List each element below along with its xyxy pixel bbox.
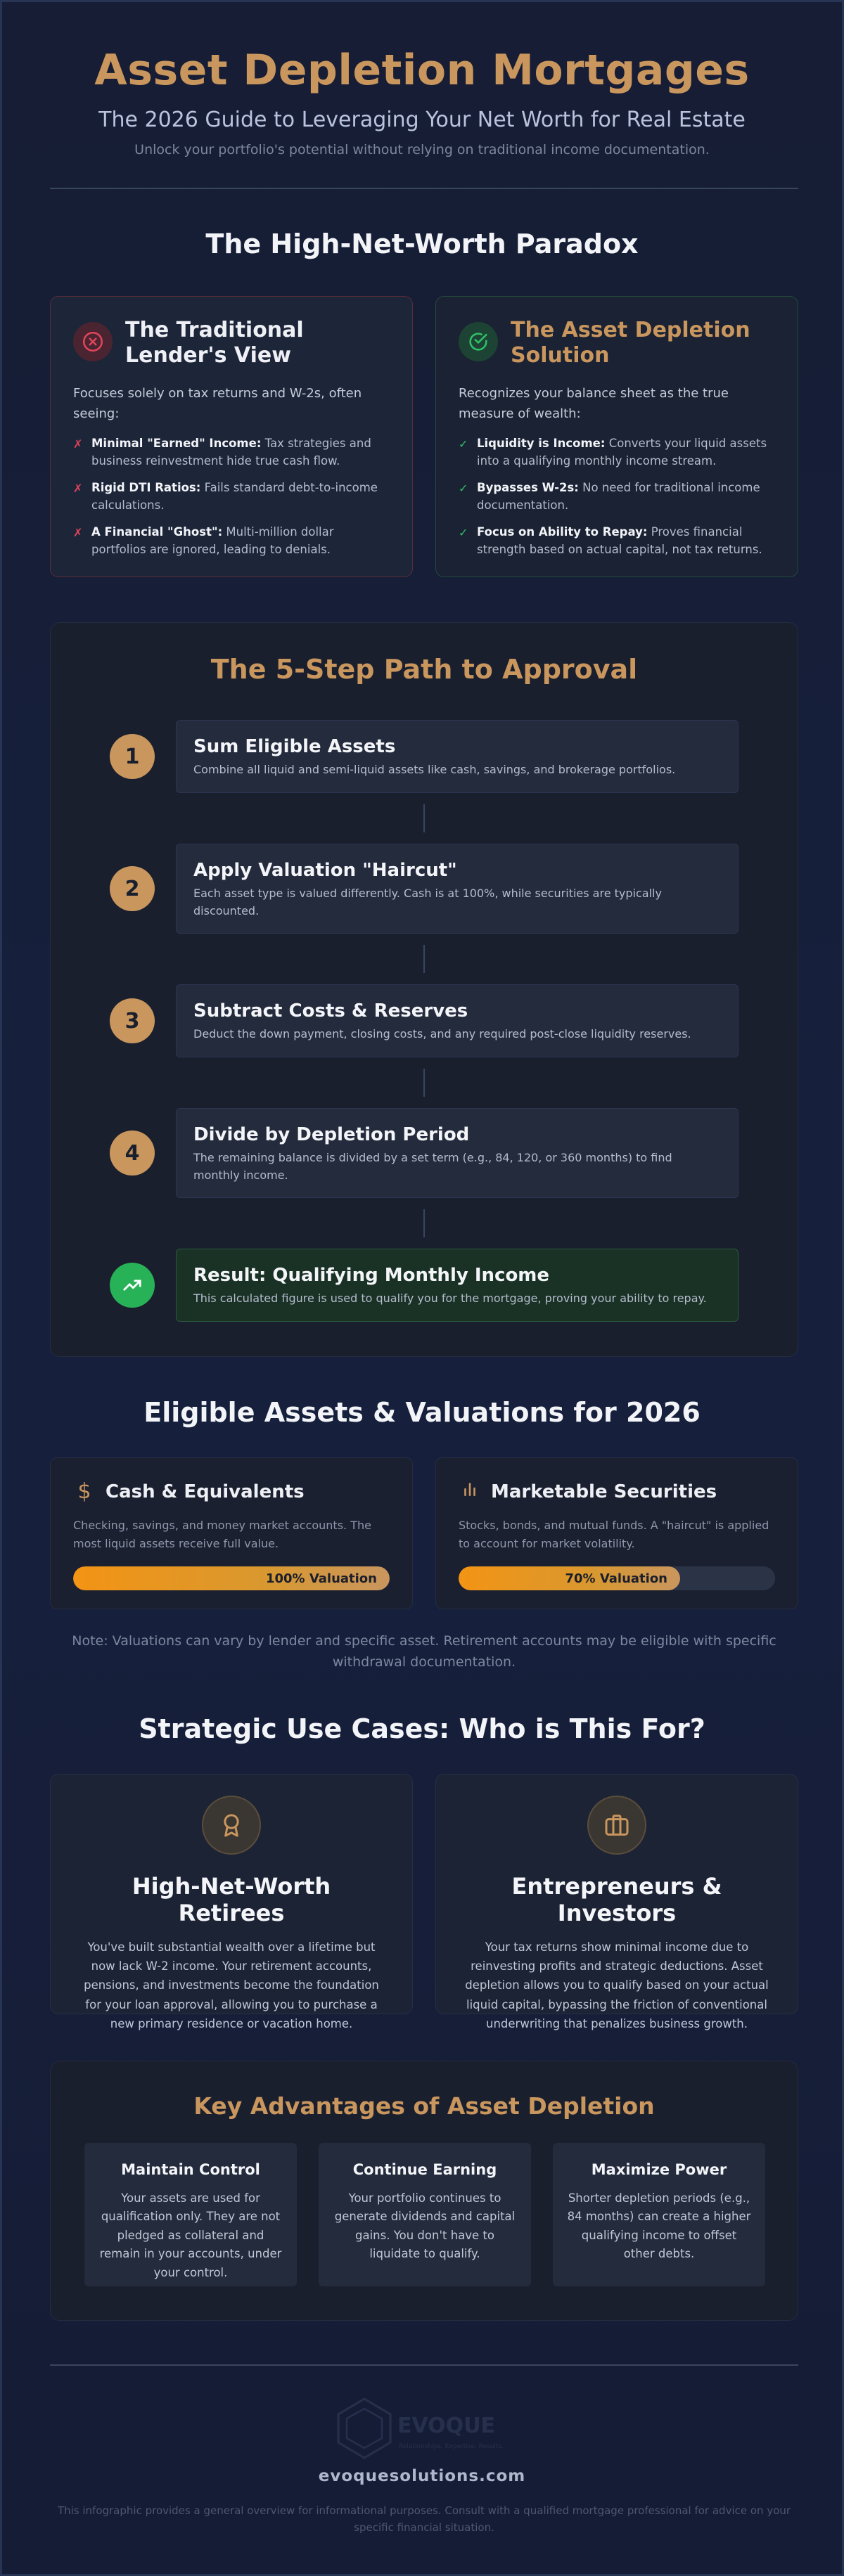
retirees-title: High-Net-Worth Retirees: [132, 1873, 331, 1926]
valuation-label: 70% Valuation: [565, 1571, 667, 1586]
securities-valuation-bar: [459, 1566, 775, 1590]
step-connector: [423, 804, 425, 832]
step-number: 3: [110, 998, 155, 1043]
cash-card: [50, 1457, 413, 1609]
step-box: [176, 984, 738, 1057]
solution-card: [435, 296, 798, 577]
list-item: ✓ Liquidity is Income: Converts your liquid assets into a qualifying monthly income stream.: [459, 434, 775, 470]
advantages-title: Key Advantages of Asset Depletion: [193, 2092, 655, 2120]
list-item: ✗ A Financial "Ghost": Multi-million dollar portfolios are ignored, leading to denials.: [73, 523, 390, 559]
step-title: Apply Valuation "Haircut": [193, 860, 457, 881]
briefcase-icon: [587, 1796, 646, 1855]
securities-card: [435, 1457, 798, 1609]
use-cases-title: Strategic Use Cases: Who is This For?: [139, 1713, 705, 1744]
step-title: Result: Qualifying Monthly Income: [193, 1265, 550, 1286]
advantage-desc: Your portfolio continues to generate dividends and capital gains. You don't have to liquidate to qualify.: [334, 2191, 516, 2261]
company-logo: [333, 2396, 516, 2459]
step-desc: Combine all liquid and semi-liquid assets like cash, savings, and brokerage portfolios.: [193, 763, 676, 776]
step-desc: Each asset type is valued differently. Cash is at 100%, while securities are typically discounted.: [193, 887, 662, 917]
step-connector: [423, 1209, 425, 1237]
step-title: Divide by Depletion Period: [193, 1124, 470, 1145]
check-mark-icon: ✓: [459, 481, 468, 495]
x-circle-icon: [73, 322, 113, 361]
step-box: [176, 1108, 738, 1198]
valuation-bar-fill: [73, 1566, 390, 1590]
traditional-view-card: [50, 296, 413, 577]
step-number: 4: [110, 1131, 155, 1176]
check-mark-icon: ✓: [459, 525, 468, 539]
solution-list: [459, 434, 775, 559]
entrepreneurs-title: Entrepreneurs & Investors: [511, 1873, 722, 1926]
list-item: ✗ Rigid DTI Ratios: Fails standard debt-to-income calculations.: [73, 479, 390, 515]
solution-title: The Asset Depletion Solution: [511, 318, 750, 368]
step-desc: Deduct the down payment, closing costs, and any required post-close liquidity reserves.: [193, 1027, 691, 1041]
cash-valuation-bar: [73, 1566, 390, 1590]
retirees-card: [50, 1774, 413, 2030]
list-item: ✓ Bypasses W-2s: No need for traditional income documentation.: [459, 479, 775, 515]
header-divider: [50, 188, 798, 189]
retirees-desc: You've built substantial wealth over a lifetime but now lack W-2 income. Your retirement accounts, pensions, and investments become the foundation for your loan approval, allowing you to purchase a new primary residence or vacation home.: [84, 1940, 379, 2030]
check-circle-icon: [459, 322, 498, 361]
page-title: Asset Depletion Mortgages: [94, 46, 750, 95]
x-mark-icon: ✗: [73, 525, 83, 539]
securities-title: Marketable Securities: [491, 1481, 717, 1502]
svg-text:EVOQUE: EVOQUE: [397, 2414, 496, 2438]
advantage-title: Maintain Control: [121, 2161, 260, 2178]
advantage-title: Maximize Power: [591, 2161, 727, 2178]
valuation-label: 100% Valuation: [265, 1571, 377, 1586]
disclaimer: This infographic provides a general overview for informational purposes. Consult with a qualified mortgage professional for advice on your specific financial situation.: [57, 2504, 791, 2534]
header: [2, 2, 842, 157]
solution-intro: Recognizes your balance sheet as the true measure of wealth:: [459, 386, 729, 421]
assets-title: Eligible Assets & Valuations for 2026: [143, 1397, 701, 1428]
traditional-view-list: [73, 434, 390, 559]
advantage-power: [553, 2143, 765, 2286]
advantages-card: [50, 2061, 798, 2321]
dollar-icon: $: [77, 1479, 91, 1504]
entrepreneurs-card: [435, 1774, 798, 2030]
securities-desc: Stocks, bonds, and mutual funds. A "haircut" is applied to account for market volatility.: [459, 1519, 769, 1550]
step-desc: This calculated figure is used to qualify you for the mortgage, proving your ability to repay.: [193, 1292, 707, 1305]
entrepreneurs-desc: Your tax returns show minimal income due to reinvesting profits and strategic deductions. Asset depletion allows you to qualify based on your actual liquid capital, bypassing the friction of conventional underwriting that penalizes business growth.: [465, 1940, 769, 2030]
valuation-bar-fill: [459, 1566, 680, 1590]
advantage-earning: [319, 2143, 531, 2286]
step-number: 1: [110, 734, 155, 779]
steps-title: The 5-Step Path to Approval: [210, 654, 638, 685]
check-mark-icon: ✓: [459, 437, 468, 451]
advantage-desc: Your assets are used for qualification only. They are not pledged as collateral and remain in your accounts, under your control.: [99, 2191, 282, 2279]
footer-divider: [50, 2364, 798, 2366]
svg-text:Relationships. Expertise. Resu: Relationships. Expertise. Results.: [399, 2443, 504, 2450]
step-number: 2: [110, 866, 155, 911]
step-box: [176, 844, 738, 934]
trending-up-icon: [110, 1263, 155, 1308]
advantage-desc: Shorter depletion periods (e.g., 84 months) can create a higher qualifying income to offset other debts.: [567, 2191, 751, 2261]
cash-title: Cash & Equivalents: [106, 1481, 305, 1502]
step-desc: The remaining balance is divided by a set term (e.g., 84, 120, or 360 months) to find monthly income.: [193, 1151, 672, 1182]
advantage-control: [84, 2143, 297, 2286]
cash-desc: Checking, savings, and money market accounts. The most liquid assets receive full value.: [73, 1519, 371, 1550]
step-title: Sum Eligible Assets: [193, 736, 396, 757]
list-item: ✗ Minimal "Earned" Income: Tax strategies and business reinvestment hide true cash flow.: [73, 434, 390, 470]
award-icon: [202, 1796, 261, 1855]
step-connector: [423, 1069, 425, 1097]
page-subtitle: The 2026 Guide to Leveraging Your Net Worth for Real Estate: [98, 108, 746, 132]
step-box: [176, 720, 738, 793]
paradox-title: The High-Net-Worth Paradox: [205, 228, 639, 259]
x-mark-icon: ✗: [73, 437, 83, 451]
step-title: Subtract Costs & Reserves: [193, 1000, 468, 1022]
traditional-view-title: The Traditional Lender's View: [125, 318, 304, 368]
page-tagline: Unlock your portfolio's potential without relying on traditional income documentation.: [134, 142, 710, 157]
valuation-note: Note: Valuations can vary by lender and specific asset. Retirement accounts may be eligible with specific withdrawal documentation.: [72, 1633, 776, 1670]
step-connector: [423, 945, 425, 973]
advantage-title: Continue Earning: [352, 2161, 497, 2178]
x-mark-icon: ✗: [73, 481, 83, 495]
traditional-view-intro: Focuses solely on tax returns and W-2s, often seeing:: [73, 386, 362, 421]
bar-chart-icon: [459, 1479, 481, 1504]
step-box: [176, 1249, 738, 1322]
website-link[interactable]: evoquesolutions.com: [318, 2467, 526, 2485]
list-item: ✓ Focus on Ability to Repay: Proves financial strength based on actual capital, not tax returns.: [459, 523, 775, 559]
steps-card: [50, 622, 798, 1357]
